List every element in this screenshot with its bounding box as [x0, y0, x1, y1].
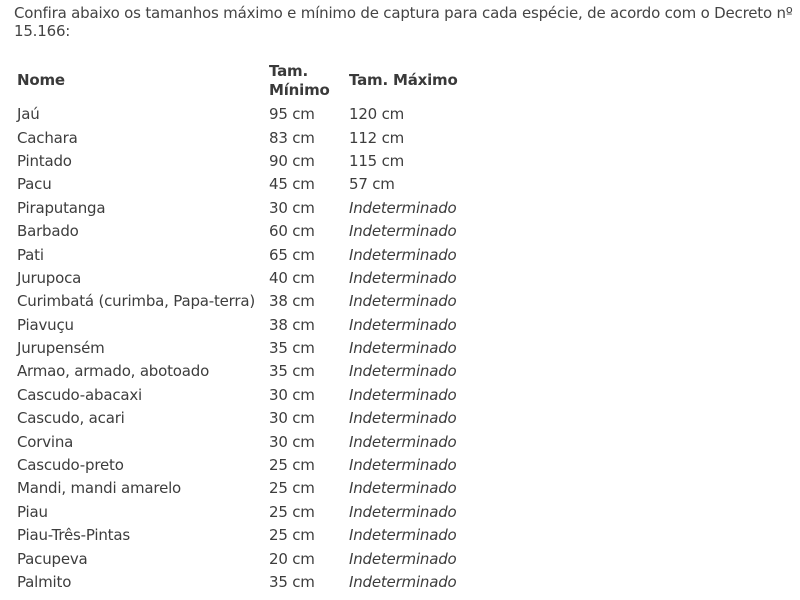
- column-header-min-line2: Mínimo: [269, 80, 330, 99]
- species-name-cell: Cascudo, acari: [17, 409, 125, 428]
- header-row: [12, 58, 514, 103]
- species-name-cell: Cachara: [17, 128, 78, 147]
- table-header: [12, 58, 514, 103]
- table-row: [12, 103, 514, 126]
- max-size-cell: 57 cm: [349, 175, 395, 194]
- min-size-cell: 38 cm: [269, 292, 315, 311]
- table-row: [12, 173, 514, 196]
- max-size-cell: Indeterminado: [349, 292, 457, 311]
- column-header-max-size: Tam. Máximo: [349, 71, 458, 89]
- min-size-cell: 40 cm: [269, 268, 315, 287]
- max-size-cell: 115 cm: [349, 151, 405, 170]
- species-name-cell: Cascudo-abacaxi: [17, 385, 143, 404]
- min-size-cell: 60 cm: [269, 222, 315, 241]
- min-size-cell: 65 cm: [269, 245, 315, 264]
- table-row: [12, 477, 514, 500]
- min-size-cell: 30 cm: [269, 432, 315, 451]
- min-size-cell: 30 cm: [269, 409, 315, 428]
- table-row: [12, 290, 514, 313]
- max-size-cell: Indeterminado: [349, 385, 457, 404]
- intro-paragraph: Confira abaixo os tamanhos máximo e mínimo de captura para cada espécie, de acordo com o Decreto nº 15.166:: [14, 4, 793, 40]
- table-row: [12, 360, 514, 383]
- max-size-cell: Indeterminado: [349, 315, 457, 334]
- min-size-cell: 83 cm: [269, 128, 315, 147]
- min-size-cell: 35 cm: [269, 339, 315, 358]
- species-name-cell: Piavuçu: [17, 315, 74, 334]
- table-body: [12, 103, 514, 594]
- table-row: [12, 150, 514, 173]
- max-size-cell: Indeterminado: [349, 502, 457, 521]
- max-size-cell: 120 cm: [349, 105, 405, 124]
- min-size-cell: 30 cm: [269, 198, 315, 217]
- max-size-cell: Indeterminado: [349, 432, 457, 451]
- max-size-cell: Indeterminado: [349, 479, 457, 498]
- min-size-cell: 25 cm: [269, 502, 315, 521]
- species-name-cell: Cascudo-preto: [17, 456, 124, 475]
- max-size-cell: Indeterminado: [349, 526, 457, 545]
- species-name-cell: Curimbatá (curimba, Papa-terra): [17, 292, 255, 311]
- table-row: [12, 501, 514, 524]
- column-header-min-line1: Tam.: [269, 61, 308, 80]
- table-row: [12, 314, 514, 337]
- max-size-cell: Indeterminado: [349, 573, 457, 591]
- column-header-name: Nome: [17, 71, 65, 89]
- species-name-cell: Pacupeva: [17, 549, 88, 568]
- max-size-cell: Indeterminado: [349, 339, 457, 358]
- table-row: [12, 547, 514, 570]
- min-size-cell: 95 cm: [269, 105, 315, 124]
- table-row: [12, 407, 514, 430]
- table-row: [12, 267, 514, 290]
- min-size-cell: 20 cm: [269, 549, 315, 568]
- species-name-cell: Pintado: [17, 151, 72, 170]
- species-name-cell: Corvina: [17, 432, 74, 451]
- species-name-cell: Armao, armado, abotoado: [17, 362, 210, 381]
- table-row: [12, 524, 514, 547]
- species-name-cell: Pacu: [17, 175, 52, 194]
- min-size-cell: 25 cm: [269, 456, 315, 475]
- min-size-cell: 45 cm: [269, 175, 315, 194]
- species-name-cell: Piraputanga: [17, 198, 106, 217]
- max-size-cell: 112 cm: [349, 128, 405, 147]
- min-size-cell: 25 cm: [269, 526, 315, 545]
- table-row: [12, 243, 514, 266]
- max-size-cell: Indeterminado: [349, 409, 457, 428]
- table-row: [12, 430, 514, 453]
- table-row: [12, 337, 514, 360]
- species-name-cell: Pati: [17, 245, 44, 264]
- max-size-cell: Indeterminado: [349, 362, 457, 381]
- species-name-cell: Mandi, mandi amarelo: [17, 479, 182, 498]
- max-size-cell: Indeterminado: [349, 198, 457, 217]
- species-name-cell: Jurupoca: [17, 268, 82, 287]
- min-size-cell: 30 cm: [269, 385, 315, 404]
- species-name-cell: Barbado: [17, 222, 79, 241]
- species-size-table: [12, 58, 514, 594]
- column-header-min-size: [264, 58, 344, 103]
- species-name-cell: Piau: [17, 502, 48, 521]
- min-size-cell: 35 cm: [269, 362, 315, 381]
- max-size-cell: Indeterminado: [349, 549, 457, 568]
- table-row: [12, 197, 514, 220]
- species-name-cell: Jurupensém: [17, 339, 105, 358]
- max-size-cell: Indeterminado: [349, 222, 457, 241]
- max-size-cell: Indeterminado: [349, 268, 457, 287]
- min-size-cell: 35 cm: [269, 573, 315, 591]
- min-size-cell: 38 cm: [269, 315, 315, 334]
- max-size-cell: Indeterminado: [349, 456, 457, 475]
- min-size-cell: 90 cm: [269, 151, 315, 170]
- table-row: [12, 454, 514, 477]
- table-row: [12, 126, 514, 149]
- species-name-cell: Piau-Três-Pintas: [17, 526, 130, 545]
- table-row: [12, 220, 514, 243]
- max-size-cell: Indeterminado: [349, 245, 457, 264]
- table-row: [12, 384, 514, 407]
- species-name-cell: Jaú: [17, 105, 40, 124]
- min-size-cell: 25 cm: [269, 479, 315, 498]
- species-name-cell: Palmito: [17, 573, 72, 591]
- table-row: [12, 571, 514, 594]
